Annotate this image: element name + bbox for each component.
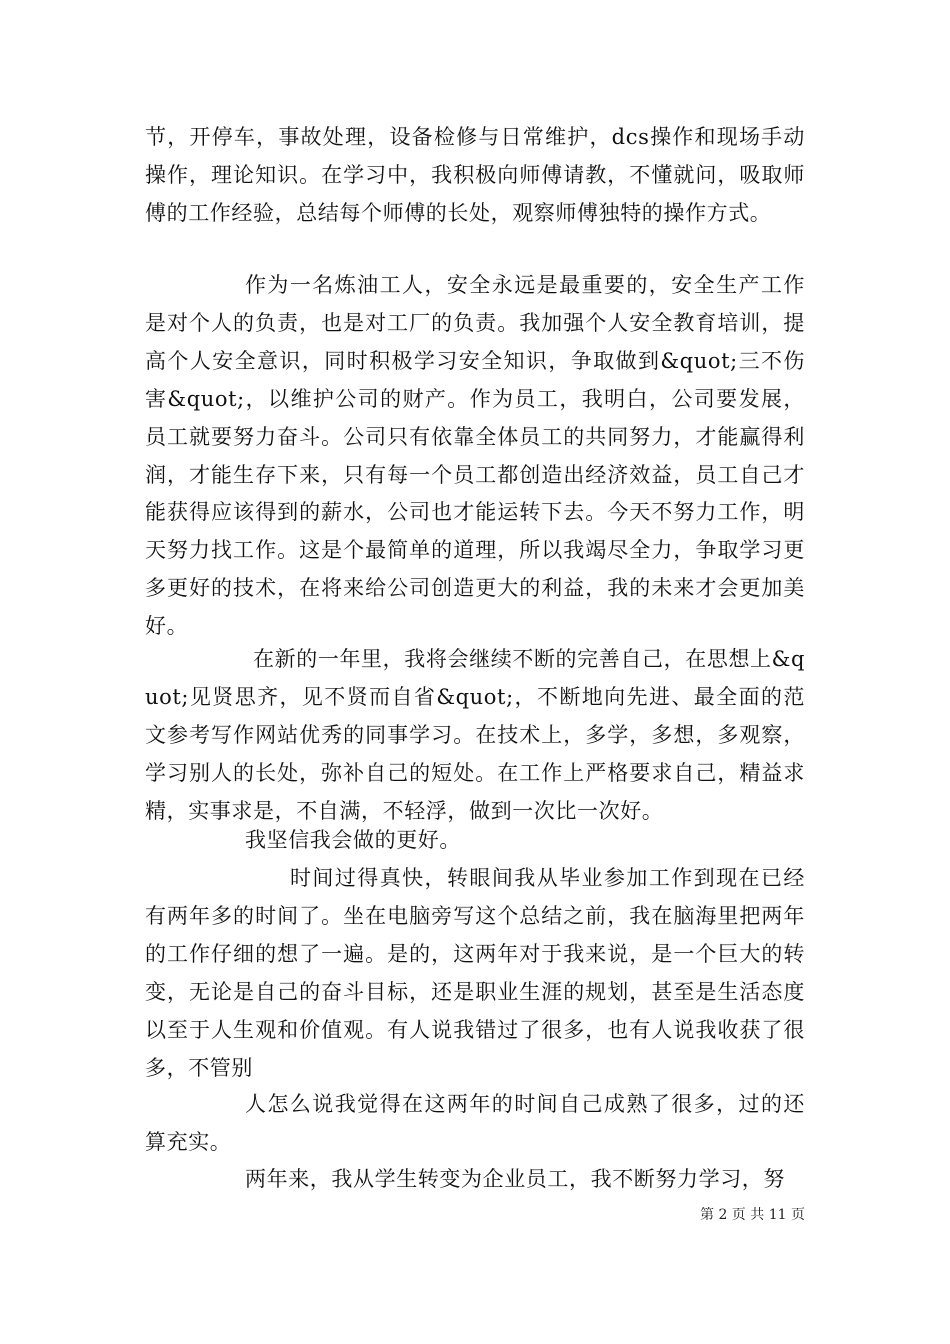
paragraph-2-block <box>145 267 805 646</box>
paragraph-6-block <box>145 1086 805 1162</box>
paragraph-6: 人怎么说我觉得在这两年的时间自己成熟了很多，过的还算充实。 <box>145 1092 805 1154</box>
paragraph-4-block <box>145 822 805 860</box>
paragraph-3: 在新的一年里，我将会继续不断的完善自己，在思想上&quot;见贤思齐，见不贤而自省&quot;，不断地向先进、最全面的范文参考写作网站优秀的同事学习。在技术上，多学，多想，多观察，学习别人的长处，弥补自己的短处。在工作上严格要求自己，精益求精，实事求是，不自满，不轻浮，做到一次比一次好。 <box>145 647 805 823</box>
paragraph-3-block <box>145 641 805 831</box>
paragraph-4: 我坚信我会做的更好。 <box>245 828 461 852</box>
paragraph-5-block <box>145 860 805 1087</box>
page-number-footer: 第 2 页 共 11 页 <box>700 1207 805 1223</box>
paragraph-5: 时间过得真快，转眼间我从毕业参加工作到现在已经有两年多的时间了。坐在电脑旁写这个总结之前，我在脑海里把两年的工作仔细的想了一遍。是的，这两年对于我来说，是一个巨大的转变，无论是自己的奋斗目标，还是职业生涯的规划，甚至是生活态度以至于人生观和价值观。有人说我错过了很多，也有人说我收获了很多，不管别 <box>145 866 805 1080</box>
paragraph-7-block <box>145 1161 805 1199</box>
paragraph-7: 两年来，我从学生转变为企业员工，我不断努力学习，努 <box>245 1167 785 1191</box>
paragraph-1-block <box>145 119 805 233</box>
paragraph-2: 作为一名炼油工人，安全永远是最重要的，安全生产工作是对个人的负责，也是对工厂的负责。我加强个人安全教育培训，提高个人安全意识，同时积极学习安全知识，争取做到&quot;三不伤害&quot;，以维护公司的财产。作为员工，我明白，公司要发展，员工就要努力奋斗。公司只有依靠全体员工的共同努力，才能赢得利润，才能生存下来，只有每一个员工都创造出经济效益，员工自己才能获得应该得到的薪水，公司也才能运转下去。今天不努力工作，明天努力找工作。这是个最简单的道理，所以我竭尽全力，争取学习更多更好的技术，在将来给公司创造更大的利益，我的未来才会更加美好。 <box>145 273 805 639</box>
paragraph-1: 节，开停车，事故处理，设备检修与日常维护，dcs操作和现场手动操作，理论知识。在学习中，我积极向师傅请教，不懂就问，吸取师傅的工作经验，总结每个师傅的长处，观察师傅独特的操作方式。 <box>145 125 805 225</box>
